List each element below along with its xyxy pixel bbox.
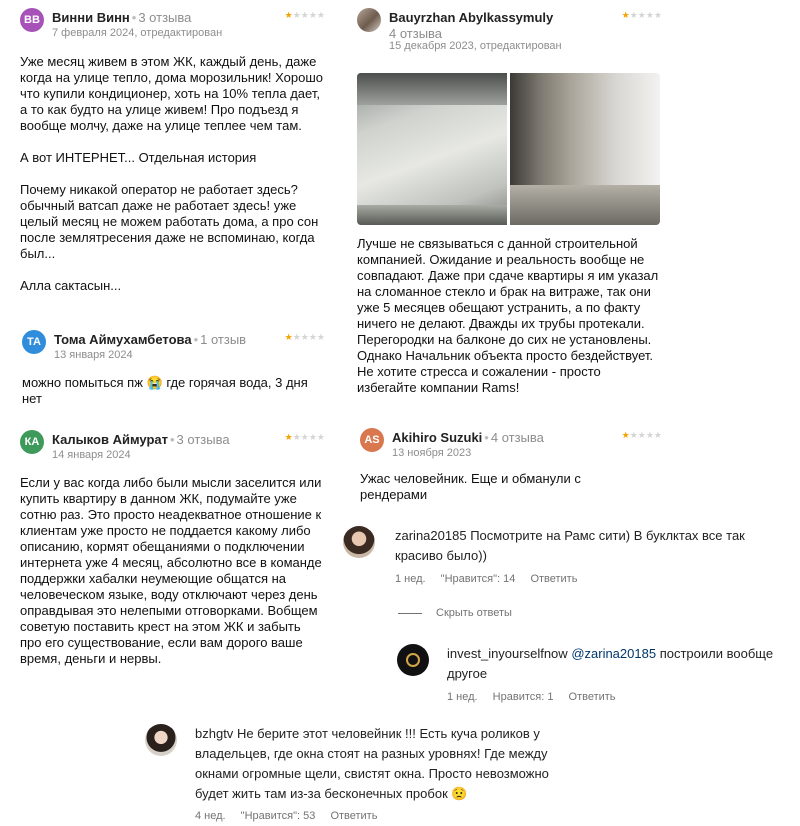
comment-meta (195, 810, 583, 822)
star-empty-icon: ★ (308, 432, 317, 442)
star-empty-icon: ★ (300, 432, 309, 442)
reviewer-name[interactable]: Тома Аймухамбетова • 1 отзыв (54, 332, 247, 347)
avatar[interactable] (357, 8, 381, 32)
reviewer-name[interactable]: Akihiro Suzuki • 4 отзыва (392, 430, 544, 445)
star-empty-icon: ★ (292, 10, 301, 20)
star-empty-icon: ★ (629, 10, 638, 20)
star-empty-icon: ★ (653, 430, 662, 440)
reviews-count: 3 отзыва (138, 10, 192, 25)
star-empty-icon: ★ (308, 332, 317, 342)
comment-time: 4 нед. (195, 810, 226, 822)
review-text: Уже месяц живем в этом ЖК, каждый день, даже когда на улице тепло, дома морозильник! Хорошо что купили кондиционер, хоть на 10% тепла дает, а то как будто на улице живем! Про подъезд я вообще молчу, даже на улице теплее чем там. А вот ИНТЕРНЕТ... Отдельная история Почему никакой оператор не работает здесь? обычный ватсап даже не работает здесь! уже целый месяц не можем работать дома, а про сон после землятресения даже не вспоминаю, когда был... Алла сактасын... (20, 54, 324, 293)
review-text: Лучше не связываться с данной строительной компанией. Ожидание и реальность вообще не совпадают. Даже при сдаче квартиры я им указал на сломанное стекло и брак на витраже, так они уже 5 месяцев обещают устранить, а по факту ничего не делают. Дважды их трубы протекали. Перегородки на балконе до сих не установлены. Однако Начальник объекта просто бездействует. Не хотите стресса и сожалении - просто избегайте компании Rams! (357, 236, 659, 395)
review-photos (357, 73, 662, 225)
comment-meta (447, 691, 777, 703)
review-photo[interactable] (357, 73, 507, 225)
comment-time: 1 нед. (395, 573, 426, 585)
comment-likes[interactable]: "Нравится": 53 (240, 810, 316, 822)
avatar[interactable] (397, 644, 429, 676)
star-rating (285, 10, 325, 21)
star-rating (622, 430, 662, 441)
reply-button[interactable]: Ответить (530, 573, 578, 585)
star-empty-icon: ★ (653, 10, 662, 20)
star-empty-icon: ★ (637, 10, 646, 20)
divider (398, 613, 422, 614)
star-filled-icon: ★ (284, 10, 293, 20)
star-empty-icon: ★ (292, 332, 301, 342)
review-card (20, 430, 325, 667)
reply-button[interactable]: Ответить (330, 810, 378, 822)
reviewer-name[interactable]: Калыков Аймурат • 3 отзыва (52, 432, 230, 447)
avatar[interactable]: AS (360, 428, 384, 452)
comment-username[interactable]: bzhgtv (195, 726, 234, 741)
star-filled-icon: ★ (284, 432, 293, 442)
review-text: Если у вас когда либо были мысли заселится или купить квартиру в данном ЖК, подумайте уже сотню раз. Это просто неадекватное отношение к клиентам уже просто не поддается какому либо описанию, кормят обещаниями о подключении интернета уже 4 месяц, абсолютно все в команде поддержки хабалки неумеющие общатся на человеческом языке, воду отключают через день оправдывая это нелепыми отговорками. Вобщем советую поставить крест на этом ЖК и забыть про его существование, если вам дорого ваше время, деньги и нервы. (20, 475, 322, 666)
star-empty-icon: ★ (629, 430, 638, 440)
comment-mention[interactable]: @zarina20185 (571, 646, 657, 661)
review-date: 13 января 2024 (54, 349, 133, 361)
star-empty-icon: ★ (645, 10, 654, 20)
star-filled-icon: ★ (621, 430, 630, 440)
star-empty-icon: ★ (300, 332, 309, 342)
review-card (360, 428, 662, 503)
review-card (357, 8, 662, 396)
reviews-count: 3 отзыва (176, 432, 230, 447)
star-empty-icon: ★ (645, 430, 654, 440)
comment-text: bzhgtv Не берите этот человейник !!! Есть куча роликов у владельцев, где окна стоят на разных уровнях! Где между окнами огромные щели, свистят окна. Просто невозможно будет жить там из-за бесконечных пробок 😟 (195, 726, 549, 801)
star-rating (285, 432, 325, 443)
star-empty-icon: ★ (300, 10, 309, 20)
review-date: 15 декабря 2023, отредактирован (389, 40, 562, 52)
reviews-count: 1 отзыв (200, 332, 247, 347)
comment-meta (395, 573, 783, 585)
star-filled-icon: ★ (621, 10, 630, 20)
review-text: Ужас человейник. Еще и обманули с рендерами (360, 471, 581, 502)
star-rating (285, 332, 325, 343)
star-rating (622, 10, 662, 21)
avatar[interactable]: КА (20, 430, 44, 454)
review-card (22, 330, 325, 407)
star-filled-icon: ★ (284, 332, 293, 342)
avatar[interactable]: ВВ (20, 8, 44, 32)
comment-text: invest_inyourselfnow @zarina20185 построили вообще другое (447, 646, 774, 681)
comment-text: zarina20185 Посмотрите на Рамс сити) В буклктах все так красиво было)) (395, 528, 745, 563)
star-empty-icon: ★ (308, 10, 317, 20)
reply-button[interactable]: Ответить (568, 691, 616, 703)
hide-replies-button[interactable]: Скрыть ответы (398, 607, 512, 619)
comment-time: 1 нед. (447, 691, 478, 703)
comment-username[interactable]: invest_inyourselfnow (447, 646, 568, 661)
star-empty-icon: ★ (316, 332, 325, 342)
review-date: 13 ноября 2023 (392, 447, 472, 459)
star-empty-icon: ★ (292, 432, 301, 442)
avatar[interactable] (343, 526, 375, 558)
avatar[interactable]: ТА (22, 330, 46, 354)
avatar[interactable] (145, 724, 177, 756)
review-text: можно помыться пж 😭 где горячая вода, 3 дня нет (22, 375, 308, 406)
star-empty-icon: ★ (316, 432, 325, 442)
review-date: 7 февраля 2024, отредактирован (52, 27, 223, 39)
reviewer-name[interactable]: Bauyrzhan Abylkassymuly (389, 10, 554, 25)
reviews-count: 4 отзыва (490, 430, 544, 445)
reviewer-name[interactable]: Винни Винн • 3 отзыва (52, 10, 192, 25)
review-photo[interactable] (510, 73, 660, 225)
review-card (20, 8, 325, 294)
reviews-count: 4 отзыва (389, 26, 443, 41)
comment-likes[interactable]: "Нравится": 14 (440, 573, 516, 585)
star-empty-icon: ★ (637, 430, 646, 440)
star-empty-icon: ★ (316, 10, 325, 20)
review-date: 14 января 2024 (52, 449, 131, 461)
comment-likes[interactable]: Нравится: 1 (492, 691, 554, 703)
comment-username[interactable]: zarina20185 (395, 528, 467, 543)
